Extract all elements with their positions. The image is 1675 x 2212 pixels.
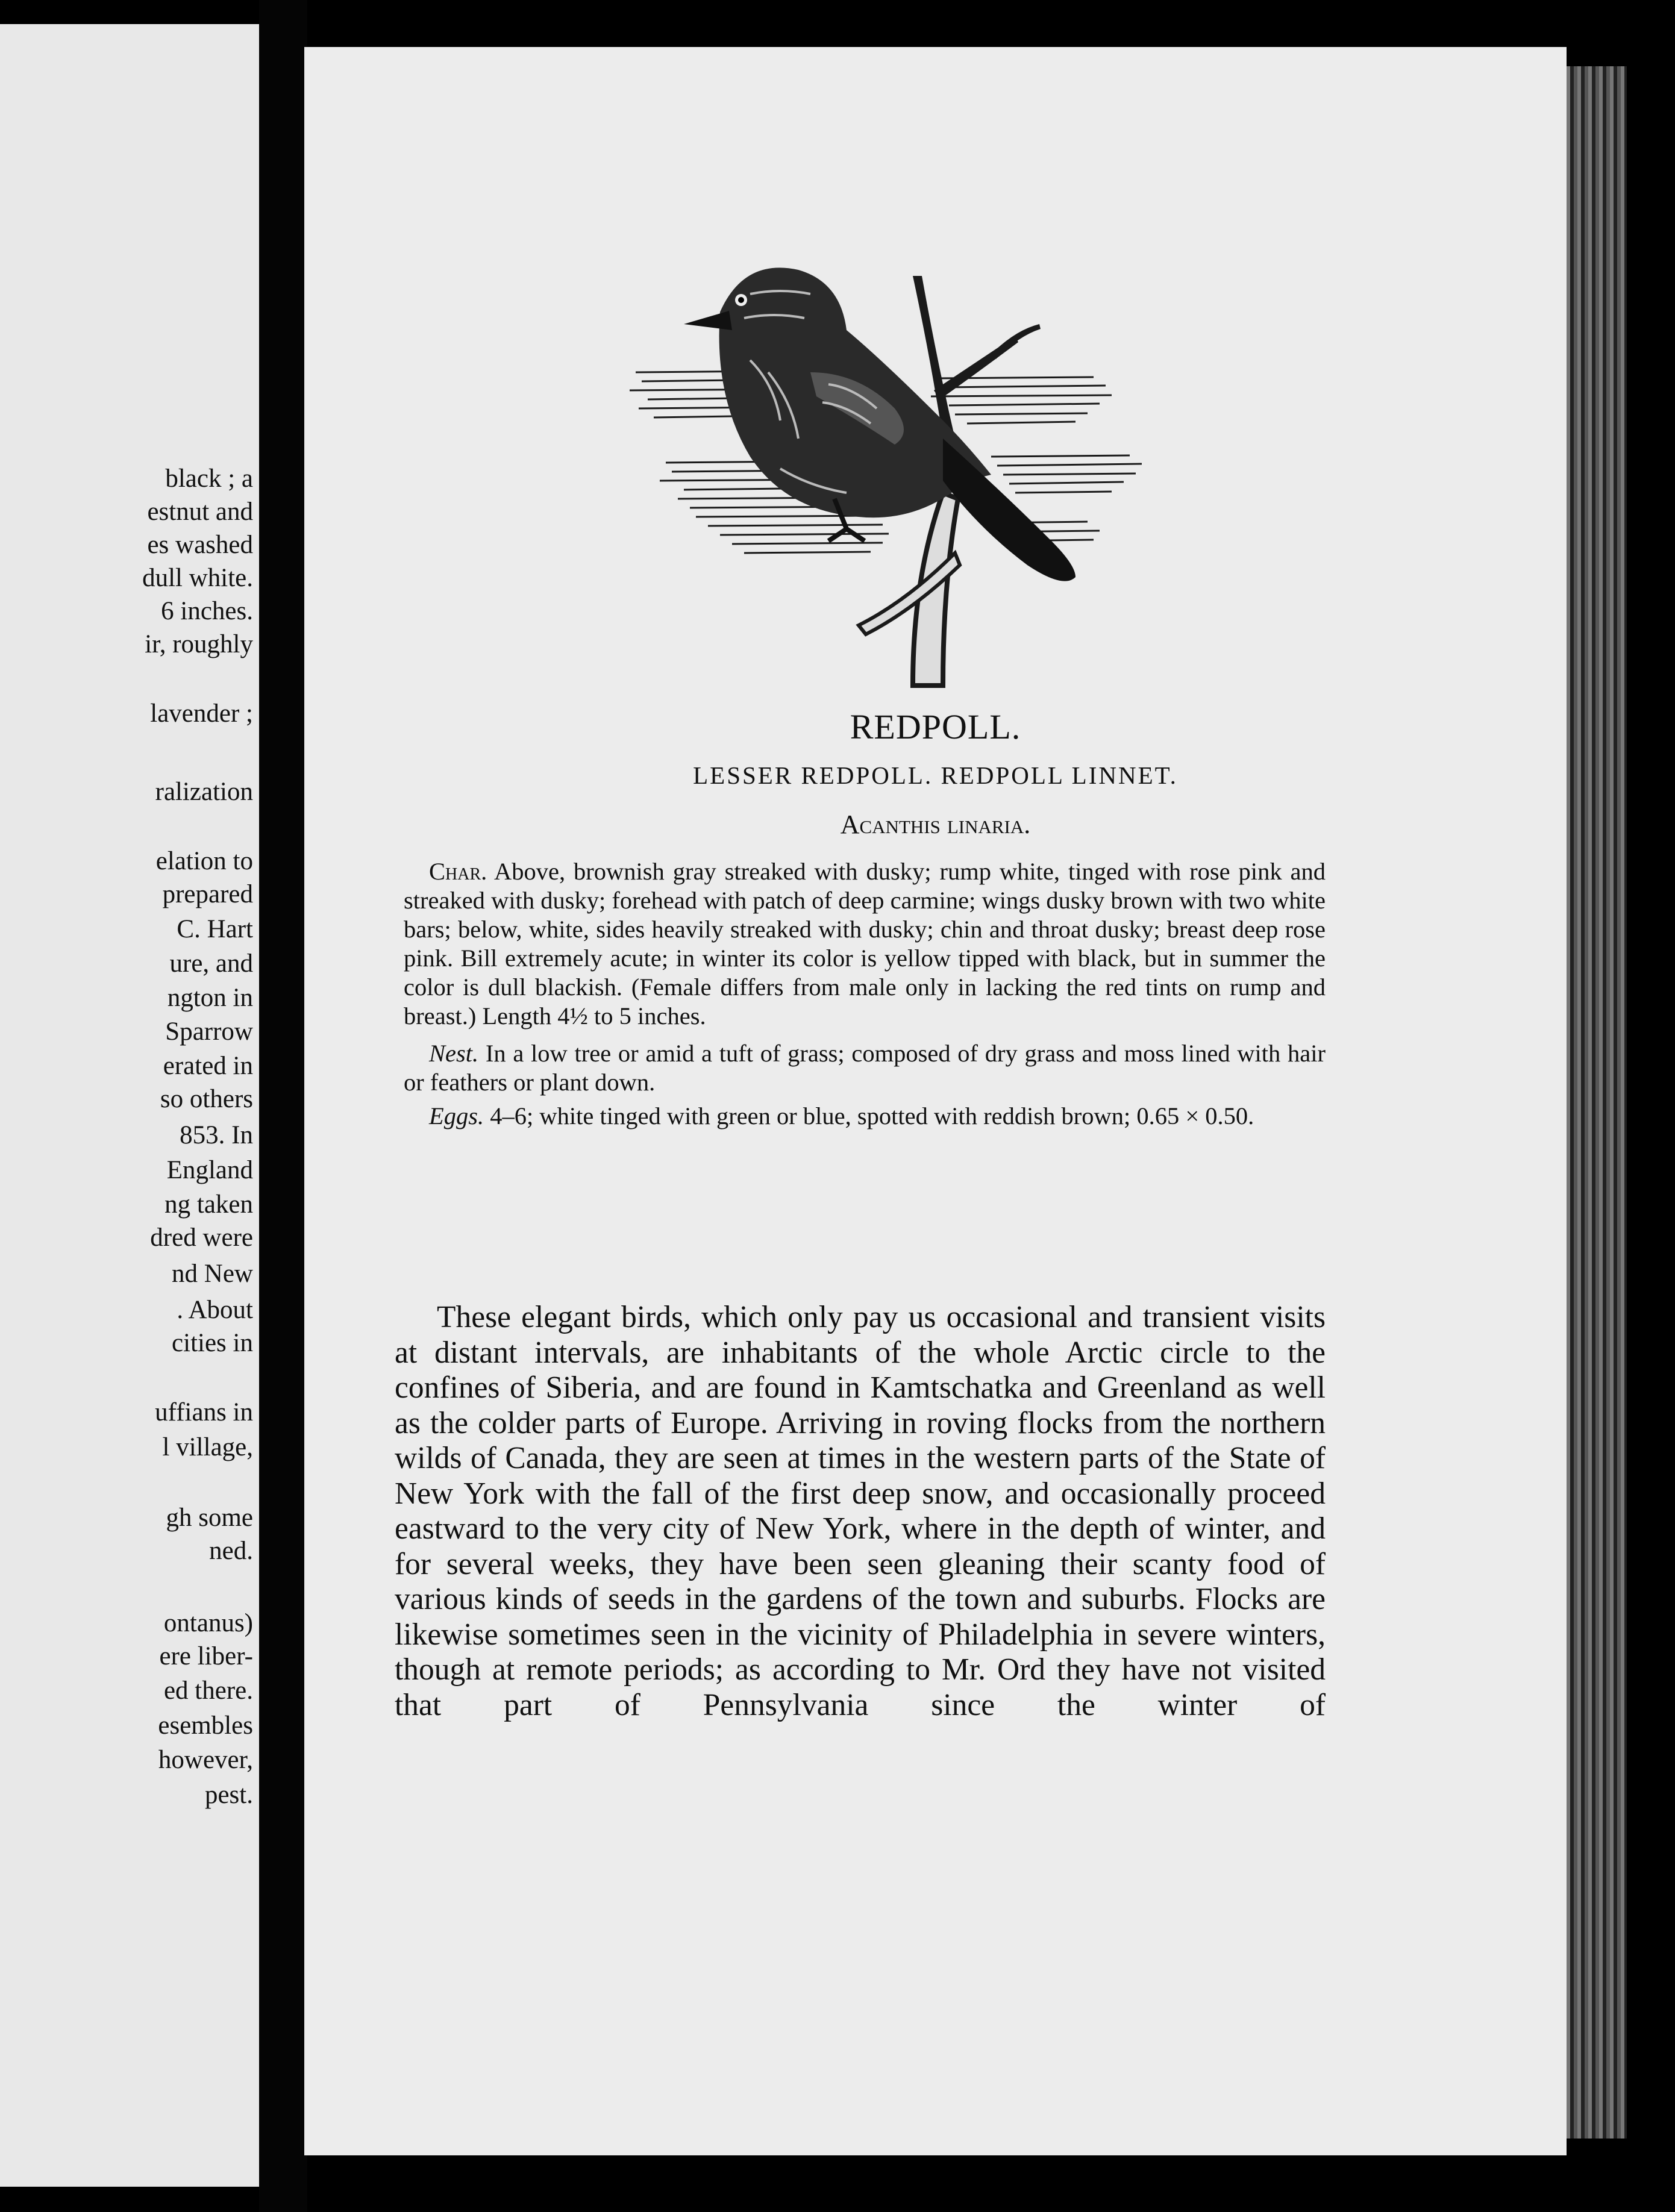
left-page-line: lavender ; [150,699,253,728]
left-page-line: Sparrow [165,1017,253,1046]
left-page-line: C. Hart [177,915,253,943]
redpoll-illustration [630,240,1160,698]
left-page-line: l village, [162,1433,253,1461]
right-page [304,47,1567,2155]
left-page-line: estnut and [147,498,253,526]
eggs-paragraph [404,1102,1326,1131]
left-page-line: ure, and [169,949,253,978]
left-page-line: black ; a [165,464,253,493]
left-facing-page [0,24,265,2187]
left-page-line: dull white. [142,564,253,592]
page-edges [1567,66,1627,2139]
left-page-line: ned. [209,1537,253,1565]
left-page-line: ir, roughly [145,630,253,658]
left-page-line: esembles [158,1711,253,1740]
left-page-line: cities in [172,1329,253,1357]
book-gutter [259,0,307,2212]
left-page-line: elation to [155,847,253,875]
left-page-line: however, [158,1746,253,1774]
left-page-line: ralization [155,778,253,806]
eggs-text: 4–6; white tinged with green or blue, spotted with reddish brown; 0.65 × 0.50. [484,1102,1254,1129]
left-page-line: so others [160,1085,253,1113]
left-page-line: gh some [166,1504,253,1532]
body-paragraph: These elegant birds, which only pay us occasional and transient visits at distant intervals, are inhabitants of the whole Arctic circle to the confines of Siberia, and are found in Kamtschatka and Greenland as well as the colder parts of Europe. Arriving in roving flocks from the northern wilds of Canada, they are seen at times in the western parts of the State of New York with the fall of the first deep snow, and occasionally proceed eastward to the very city of New York, where in the depth of winter, and for several weeks, they have been seen gleaning their scanty food of various kinds of seeds in the gardens of the town and suburbs. Flocks are likewise sometimes seen in the vicinity of Philadelphia in severe winters, though at remote periods; as according to Mr. Ord they have not visited that part of Pennsylvania since the winter of [395,1300,1326,1722]
left-page-line: ng taken [164,1190,253,1219]
species-description [404,857,1326,1131]
left-page-line: ed there. [163,1676,253,1705]
char-text: Above, brownish gray streaked with dusky; rump white, tinged with rose pink and streaked with dusky; forehead with patch of deep carmine; wings dusky brown with two white bars; below, white, sides heavily streaked with dusky; chin and throat dusky; breast deep rose pink. Bill extremely acute; in winter its color is yellow tipped with black, but in summer the color is dull blackish. (Female differs from male only in lacking the red tints on rump and breast.) Length 4½ to 5 inches. [404,858,1326,1029]
eggs-label: Eggs. [429,1102,484,1129]
nest-paragraph [404,1039,1326,1097]
char-label: Char. [429,858,487,885]
left-page-line: ere liber- [159,1642,253,1670]
nest-text: In a low tree or amid a tuft of grass; composed of dry grass and moss lined with hair or feathers or plant down. [404,1040,1326,1096]
left-page-line: prepared [162,880,253,908]
left-page-line: . About [177,1296,253,1324]
left-page-line: ontanus) [163,1609,253,1637]
nest-label: Nest. [429,1040,479,1067]
characteristics-paragraph [404,857,1326,1031]
left-page-line: dred were [150,1223,253,1252]
left-page-line: 6 inches. [161,597,253,625]
scientific-name: Acanthis linaria. [840,810,1031,839]
page-title: REDPOLL. [850,707,1021,746]
common-names: LESSER REDPOLL. REDPOLL LINNET. [693,761,1178,789]
left-page-line: ngton in [167,984,253,1012]
left-page-line: England [166,1156,253,1184]
left-page-line: 853. In [180,1121,253,1149]
left-page-line: erated in [163,1052,253,1080]
left-page-line: pest. [204,1781,253,1809]
left-page-line: nd New [172,1260,253,1288]
body-text [395,1300,1326,1723]
left-page-line: es washed [147,531,253,559]
left-page-line: uffians in [155,1398,253,1426]
